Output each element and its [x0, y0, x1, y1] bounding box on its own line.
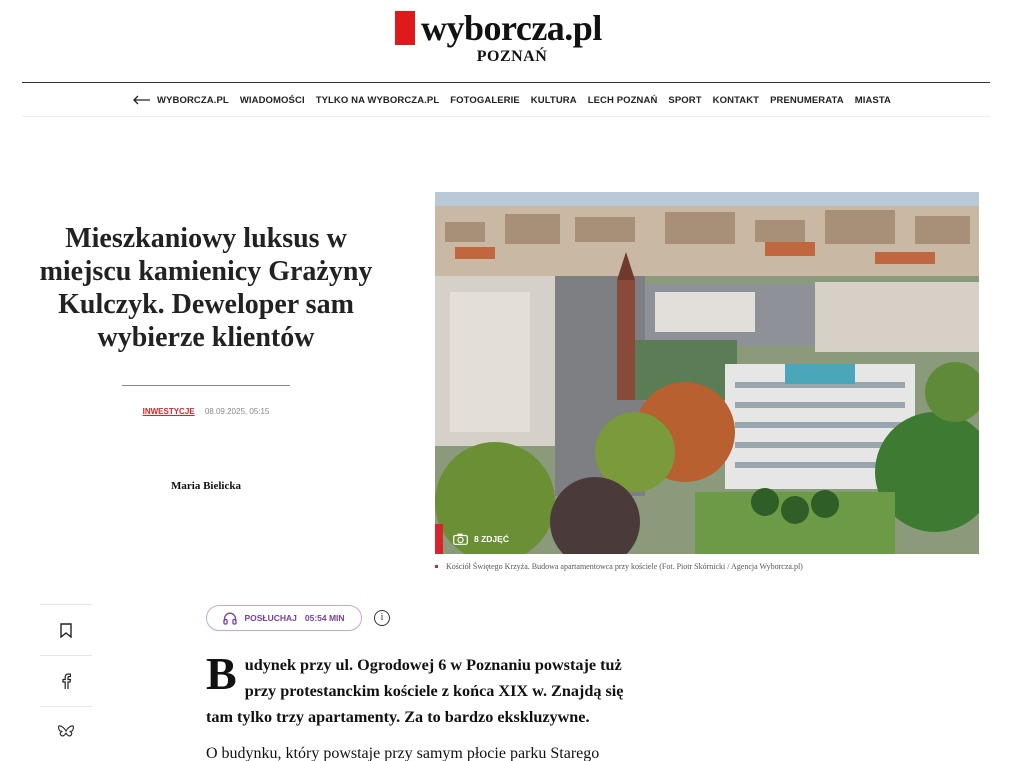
nav-back-label: WYBORCZA.PL	[157, 94, 229, 106]
author-name[interactable]: Maria Bielicka	[171, 480, 241, 492]
publish-date: 08.09.2025, 05:15	[204, 407, 270, 416]
caption-bullet	[435, 565, 438, 568]
article-lead	[206, 648, 646, 730]
city-edition[interactable]: POZNAŃ	[476, 48, 548, 65]
arrow-left-icon	[133, 95, 151, 105]
badge-accent	[435, 524, 443, 554]
photo-gallery-badge[interactable]	[435, 524, 509, 554]
gallery-count	[453, 533, 509, 545]
bluesky-share-button[interactable]	[40, 707, 92, 757]
lead-text: udynek przy ul. Ogrodowej 6 w Poznaniu powstaje tuż przy protestanckim kościele z końca XIX w. Znajdą się tam tylko trzy apartamenty. Za to bardzo ekskluzywne.	[206, 656, 624, 726]
nav-item-prenumerata[interactable]: PRENUMERATA	[770, 94, 844, 106]
listen-button[interactable]	[206, 605, 362, 631]
article-title: Mieszkaniowy luksus w miejscu kamienicy Grażyny Kulczyk. Deweloper sam wybierze klientów	[39, 223, 373, 353]
category-link[interactable]: INWESTYCJE	[142, 407, 195, 416]
nav-back-link[interactable]	[133, 95, 229, 106]
nav-item-fotogalerie[interactable]: FOTOGALERIE	[450, 94, 520, 106]
logo-mark	[395, 11, 415, 45]
listen-duration: 05:54 MIN	[304, 613, 345, 623]
bluesky-icon	[58, 725, 74, 739]
article-body-paragraph: O budynku, który powstaje przy samym płocie parku Starego	[206, 745, 600, 761]
nav-item-miasta[interactable]: MIASTA	[854, 94, 891, 106]
facebook-icon	[62, 673, 71, 689]
header-divider	[22, 82, 990, 83]
nav-item-wiadomosci[interactable]: WIADOMOŚCI	[239, 94, 305, 106]
camera-icon	[453, 533, 468, 545]
nav-item-sport[interactable]: SPORT	[668, 94, 702, 106]
nav-item-tylko-na-wyborcza[interactable]: TYLKO NA WYBORCZA.PL	[315, 94, 440, 106]
facebook-share-button[interactable]	[40, 656, 92, 706]
title-divider	[122, 385, 290, 386]
photo-caption-text: Kościół Świętego Krzyża. Budowa apartamentowca przy kościele (Fot. Piotr Skórnicki / Agencja Wyborcza.pl)	[446, 562, 803, 571]
city-aerial-image	[435, 192, 979, 554]
nav-divider	[22, 116, 990, 117]
article-meta	[0, 407, 412, 416]
gallery-count-label: 8 ZDJĘĆ	[474, 534, 509, 544]
nav-item-kontakt[interactable]: KONTAKT	[712, 94, 760, 106]
article-photo[interactable]	[435, 192, 979, 554]
listen-label: POSŁUCHAJ	[244, 613, 297, 623]
brand-name: wyborcza.pl	[421, 8, 602, 48]
site-logo[interactable]	[395, 10, 602, 46]
info-icon[interactable]: i	[374, 610, 390, 626]
nav-item-lech-poznan[interactable]: LECH POZNAŃ	[587, 94, 658, 106]
main-nav	[0, 93, 1024, 107]
nav-item-kultura[interactable]: KULTURA	[530, 94, 577, 106]
photo-caption	[435, 562, 803, 571]
bookmark-button[interactable]	[40, 605, 92, 655]
headphones-icon	[223, 612, 237, 625]
lead-dropcap: B	[206, 648, 237, 699]
share-column	[40, 604, 92, 757]
bookmark-icon	[60, 623, 72, 638]
